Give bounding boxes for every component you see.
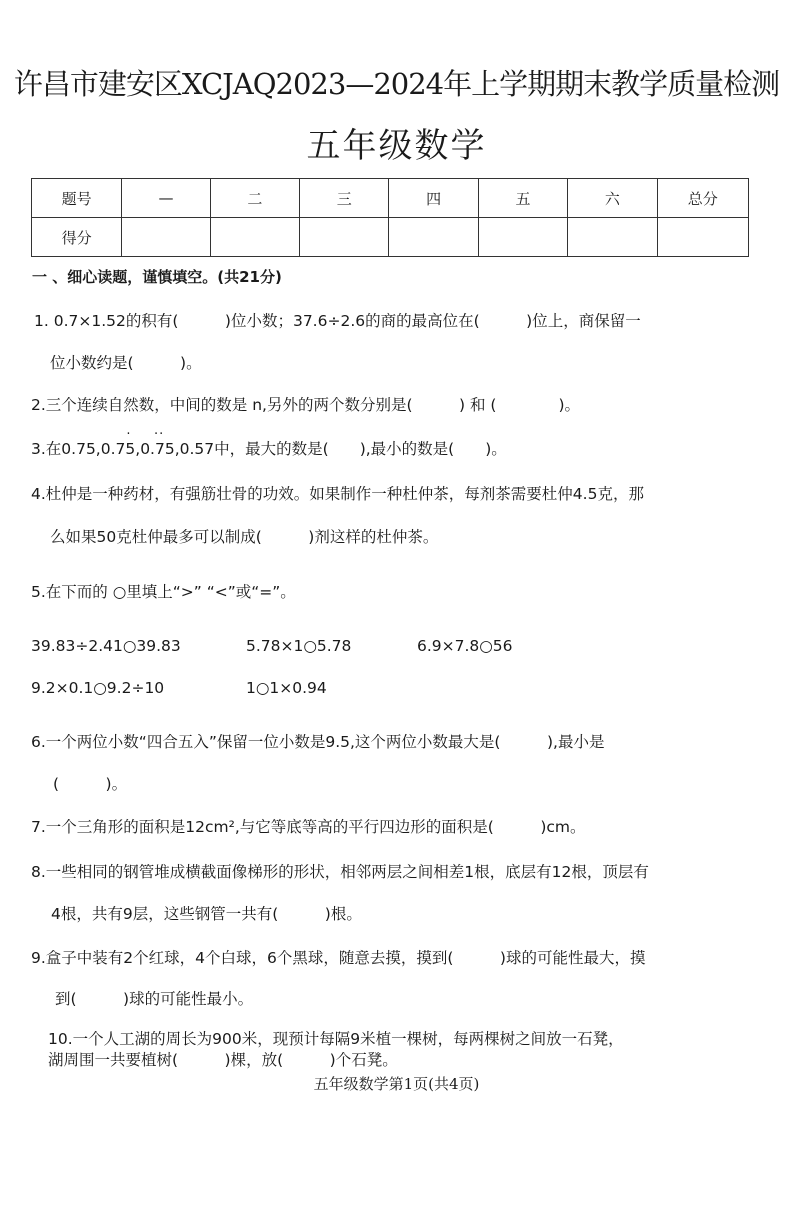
compare-item: 39.83÷2.41○39.83 — [31, 637, 181, 655]
section-heading: 一 、细心读题，谨慎填空。(共21分) — [32, 268, 282, 286]
question-10: 10.一个人工湖的周长为900米，现预计每隔9米植一棵树，每两棵树之间放一石凳， — [48, 1030, 624, 1048]
question-4-cont: 么如果50克杜仲最多可以制成( )剂这样的杜仲茶。 — [50, 528, 439, 546]
exam-subtitle: 五年级数学 — [306, 126, 487, 166]
score-input-cell[interactable] — [300, 218, 389, 257]
score-table-cell: 四 — [389, 179, 478, 218]
score-table-cell: 六 — [568, 179, 657, 218]
question-9-cont: 到( )球的可能性最小。 — [55, 990, 254, 1008]
score-input-cell[interactable] — [568, 218, 657, 257]
question-3 — [31, 437, 507, 459]
repeating-digit: · 5 — [125, 440, 135, 458]
page-footer: 五年级数学第1页(共4页) — [313, 1075, 480, 1093]
score-table-header-row — [32, 179, 749, 218]
question-2: 2.三个连续自然数，中间的数是 n,另外的两个数分别是( ) 和 ( )。 — [31, 396, 581, 414]
score-table-cell: 得分 — [32, 218, 122, 257]
question-1: 1. 0.7×1.52的积有( )位小数；37.6÷2.6的商的最高位在( )位上，商保留一 — [34, 312, 641, 330]
question-8-cont: 4根，共有9层，这些钢管一共有( )根。 — [51, 905, 362, 923]
score-table — [31, 178, 749, 257]
question-3-text: ,0. — [135, 440, 155, 458]
score-input-cell[interactable] — [389, 218, 478, 257]
repeating-digits: ·· 75 — [155, 440, 175, 458]
question-3-text: 3.在0.75,0.7 — [31, 440, 126, 458]
question-6: 6.一个两位小数“四合五入”保留一位小数是9.5,这个两位小数最大是( ),最小是 — [31, 733, 605, 751]
score-input-cell[interactable] — [478, 218, 567, 257]
compare-item: 1○1×0.94 — [246, 679, 327, 697]
question-8: 8.一些相同的钢管堆成横截面像梯形的形状，相邻两层之间相差1根，底层有12根，顶层有 — [31, 863, 649, 881]
question-10-cont: 湖周围一共要植树( )棵，放( )个石凳。 — [48, 1051, 398, 1069]
question-6-cont: ( )。 — [53, 775, 128, 793]
score-table-cell: 题号 — [32, 179, 122, 218]
question-1-cont: 位小数约是( )。 — [50, 354, 202, 372]
score-input-cell[interactable] — [210, 218, 299, 257]
compare-item: 9.2×0.1○9.2÷10 — [31, 679, 165, 697]
score-table-score-row — [32, 218, 749, 257]
question-5: 5.在下而的 ○里填上“>” “<”或“=”。 — [31, 583, 296, 601]
score-table-cell: 三 — [300, 179, 389, 218]
question-7: 7.一个三角形的面积是12cm²,与它等底等高的平行四边形的面积是( )cm。 — [31, 818, 586, 836]
score-table-cell: 五 — [478, 179, 567, 218]
score-table-cell: — — [122, 179, 210, 218]
score-input-cell[interactable] — [657, 218, 748, 257]
compare-item: 6.9×7.8○56 — [417, 637, 513, 655]
question-3-text: ,0.57中，最大的数是( ),最小的数是( )。 — [174, 440, 507, 458]
score-table-cell: 总分 — [657, 179, 748, 218]
question-4: 4.杜仲是一种药材，有强筋壮骨的功效。如果制作一种杜仲茶，每剂茶需要杜仲4.5克，那 — [31, 485, 644, 503]
score-table-cell: 二 — [210, 179, 299, 218]
exam-title: 许昌市建安区XCJAQ2023—2024年上学期期末教学质量检测 — [13, 67, 780, 101]
score-input-cell[interactable] — [122, 218, 210, 257]
question-9: 9.盒子中装有2个红球，4个白球，6个黑球，随意去摸，摸到( )球的可能性最大，摸 — [31, 949, 646, 967]
compare-item: 5.78×1○5.78 — [246, 637, 352, 655]
